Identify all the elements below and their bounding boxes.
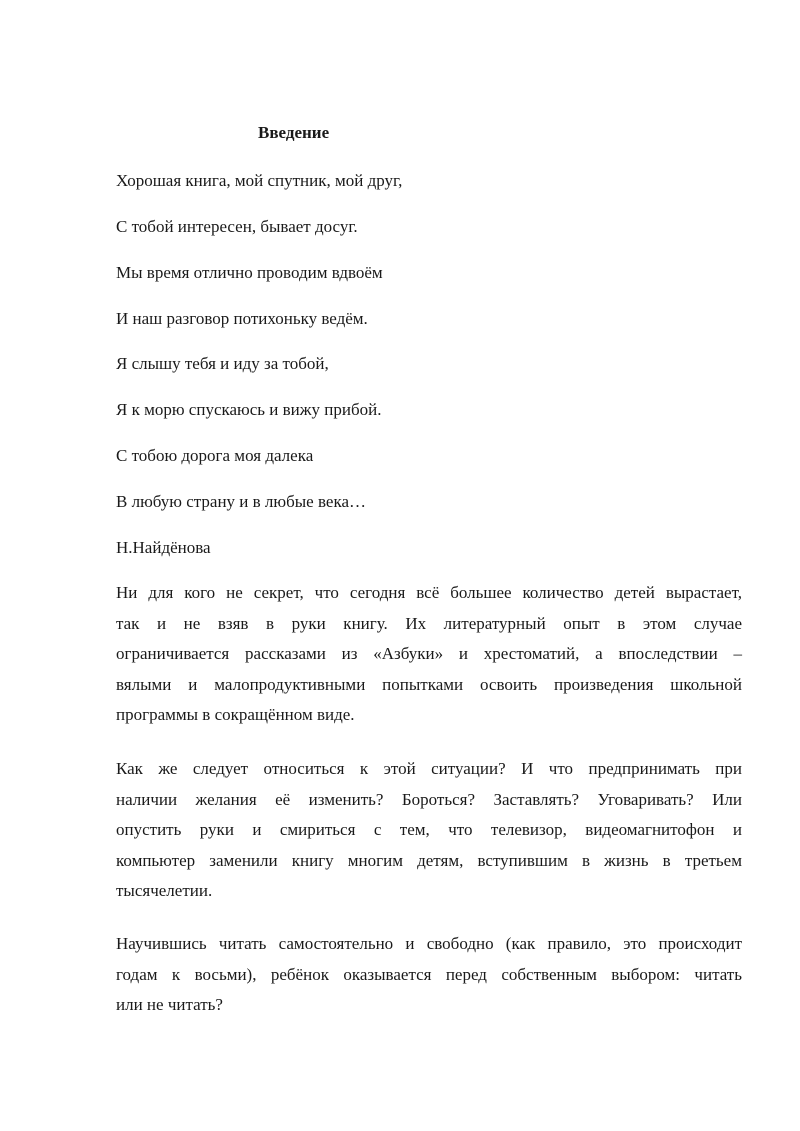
paragraph xyxy=(116,754,742,907)
paragraph-line: Научившись читать самостоятельно и свободно (как правило, это происходит xyxy=(116,934,742,953)
paragraph xyxy=(116,578,742,731)
paragraph xyxy=(116,929,742,1021)
paragraph-line: наличии желания её изменить? Бороться? Заставлять? Уговаривать? Или xyxy=(116,789,742,809)
paragraph-line: вялыми и малопродуктивными попытками освоить произведения школьной xyxy=(116,674,742,694)
paragraph-line: или не читать? xyxy=(116,995,223,1014)
poem-line: С тобой интересен, бывает досуг. xyxy=(116,217,358,236)
paragraph-line: ограничивается рассказами из «Азбуки» и хрестоматий, а впоследствии – xyxy=(116,644,742,663)
paragraph-line: тысячелетии. xyxy=(116,881,213,900)
paragraph-line: опустить руки и смириться с тем, что телевизор, видеомагнитофон и xyxy=(116,820,742,839)
paragraph-line: годам к восьми), ребёнок оказывается перед собственным выбором: читать xyxy=(116,964,742,984)
poem-line: Я слышу тебя и иду за тобой, xyxy=(116,354,329,373)
paragraph-line: Ни для кого не секрет, что сегодня всё большее количество детей вырастает, xyxy=(116,583,742,602)
poem-line: В любую страну и в любые века… xyxy=(116,492,366,511)
page-title: Введение xyxy=(258,123,330,142)
paragraph-line: компьютер заменили книгу многим детям, вступившим в жизнь в третьем xyxy=(116,850,742,870)
poem-line: Хорошая книга, мой спутник, мой друг, xyxy=(116,171,403,190)
poem-line: С тобою дорога моя далека xyxy=(116,446,314,465)
paragraph-line: так и не взяв в руки книгу. Их литературный опыт в этом случае xyxy=(116,613,742,633)
poem-line: Мы время отлично проводим вдвоём xyxy=(116,263,383,282)
poem-author: Н.Найдёнова xyxy=(116,538,211,557)
poem-line: И наш разговор потихоньку ведём. xyxy=(116,309,368,328)
paragraph-line: Как же следует относиться к этой ситуации? И что предпринимать при xyxy=(116,759,742,778)
paragraph-line: программы в сокращённом виде. xyxy=(116,705,355,724)
poem-line: Я к морю спускаюсь и вижу прибой. xyxy=(116,400,382,419)
